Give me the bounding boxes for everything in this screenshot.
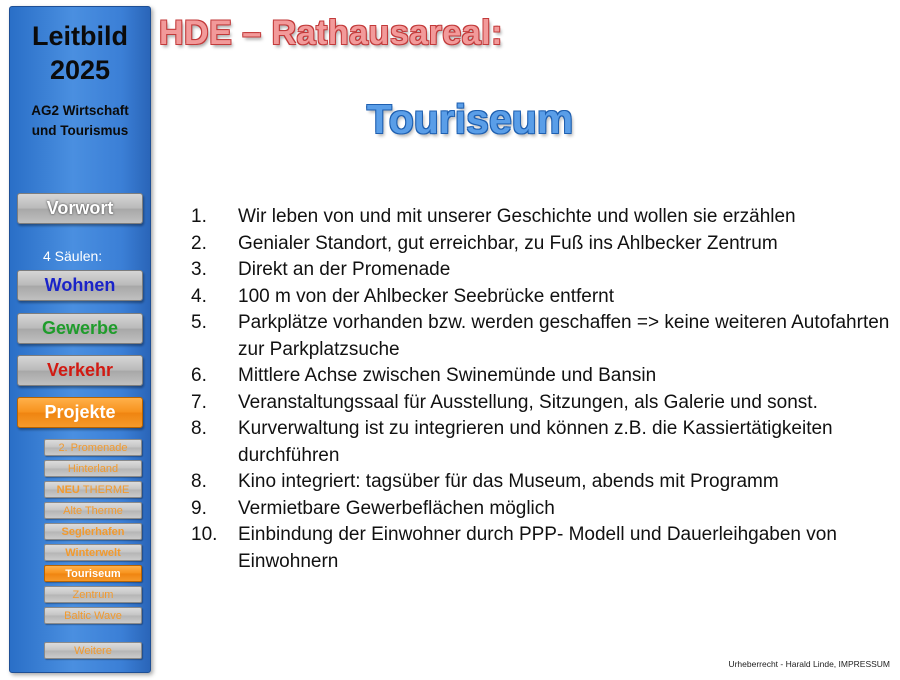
copyright-footer[interactable]: Urheberrecht - Harald Linde, IMPRESSUM xyxy=(728,659,890,669)
list-item-number: 2. xyxy=(191,232,207,254)
list-item-text: Vermietbare Gewerbeflächen möglich xyxy=(238,497,555,519)
header-title: HDE – Rathausareal: xyxy=(159,14,503,52)
list-item xyxy=(191,469,891,496)
list-item-text: Parkplätze vorhanden bzw. werden geschaffen => keine weiteren Autofahrten zur Parkplatzsuche xyxy=(238,312,890,360)
list-item-number: 4. xyxy=(191,285,207,307)
list-item-text: Genialer Standort, gut erreichbar, zu Fuß ins Ahlbecker Zentrum xyxy=(238,232,778,254)
list-item-number: 10. xyxy=(191,524,218,545)
list-item xyxy=(191,204,891,231)
list-item xyxy=(191,496,891,523)
list-item-text: Wir leben von und mit unserer Geschichte und wollen sie erzählen xyxy=(238,206,796,227)
neu-badge: NEU xyxy=(56,483,80,496)
list-item-text: Veranstaltungssaal für Ausstellung, Sitzungen, als Galerie und sonst. xyxy=(238,391,818,413)
list-item xyxy=(191,363,891,390)
verkehr-button[interactable]: Verkehr xyxy=(17,355,143,386)
list-item-text: 100 m von der Ahlbecker Seebrücke entfernt xyxy=(238,285,615,307)
list-item xyxy=(191,416,891,469)
subnav-alte-therme[interactable]: Alte Therme xyxy=(44,502,142,519)
list-item-number: 1. xyxy=(191,206,207,227)
list-item-number: 8. xyxy=(191,418,207,439)
list-item xyxy=(191,284,891,311)
brand-subtitle-line2: und Tourismus xyxy=(31,123,129,138)
vorwort-button[interactable]: Vorwort xyxy=(17,193,143,224)
list-item-number: 9. xyxy=(191,497,207,519)
saeulen-label: 4 Säulen: xyxy=(43,248,103,264)
projekte-button[interactable]: Projekte xyxy=(17,397,143,428)
list-item-number: 5. xyxy=(191,312,207,333)
list-item xyxy=(191,522,891,575)
gewerbe-button[interactable]: Gewerbe xyxy=(17,313,143,344)
subnav-winterwelt[interactable]: Winterwelt xyxy=(44,544,142,561)
weitere-button[interactable]: Weitere xyxy=(44,642,142,659)
subnav-seglerhafen[interactable]: Seglerhafen xyxy=(44,523,142,540)
subnav-zentrum[interactable]: Zentrum xyxy=(44,586,142,603)
content-list xyxy=(191,204,891,575)
subnav-hinterland[interactable]: Hinterland xyxy=(44,460,142,477)
subnav-neu-therme-label: THERME xyxy=(82,483,130,496)
subnav-touriseum[interactable]: Touriseum xyxy=(44,565,142,582)
list-item-number: 8. xyxy=(191,471,207,492)
list-item-text: Einbindung der Einwohner durch PPP- Modell und Dauerleihgaben von Einwohnern xyxy=(238,524,837,572)
list-item-text: Mittlere Achse zwischen Swinemünde und Bansin xyxy=(238,365,657,386)
list-item-number: 7. xyxy=(191,391,207,413)
list-item-number: 6. xyxy=(191,365,207,386)
page-title: Touriseum xyxy=(366,96,574,142)
list-item-text: Kino integriert: tagsüber für das Museum, abends mit Programm xyxy=(238,471,779,492)
list-item xyxy=(191,390,891,417)
subnav-2-promenade[interactable]: 2. Promenade xyxy=(44,439,142,456)
subnav-baltic-wave[interactable]: Baltic Wave xyxy=(44,607,142,624)
list-item xyxy=(191,257,891,284)
subnav-neu-therme[interactable] xyxy=(44,481,142,498)
wohnen-button[interactable]: Wohnen xyxy=(17,270,143,301)
brand-title-line1: Leitbild xyxy=(32,21,128,51)
brand-title-line2: 2025 xyxy=(49,55,111,85)
list-item-number: 3. xyxy=(191,259,207,280)
list-item xyxy=(191,231,891,258)
list-item-text: Direkt an der Promenade xyxy=(238,259,451,280)
brand-subtitle-line1: AG2 Wirtschaft xyxy=(31,103,129,118)
list-item-text: Kurverwaltung ist zu integrieren und können z.B. die Kassiertätigkeiten durchführen xyxy=(238,418,833,466)
list-item xyxy=(191,310,891,363)
